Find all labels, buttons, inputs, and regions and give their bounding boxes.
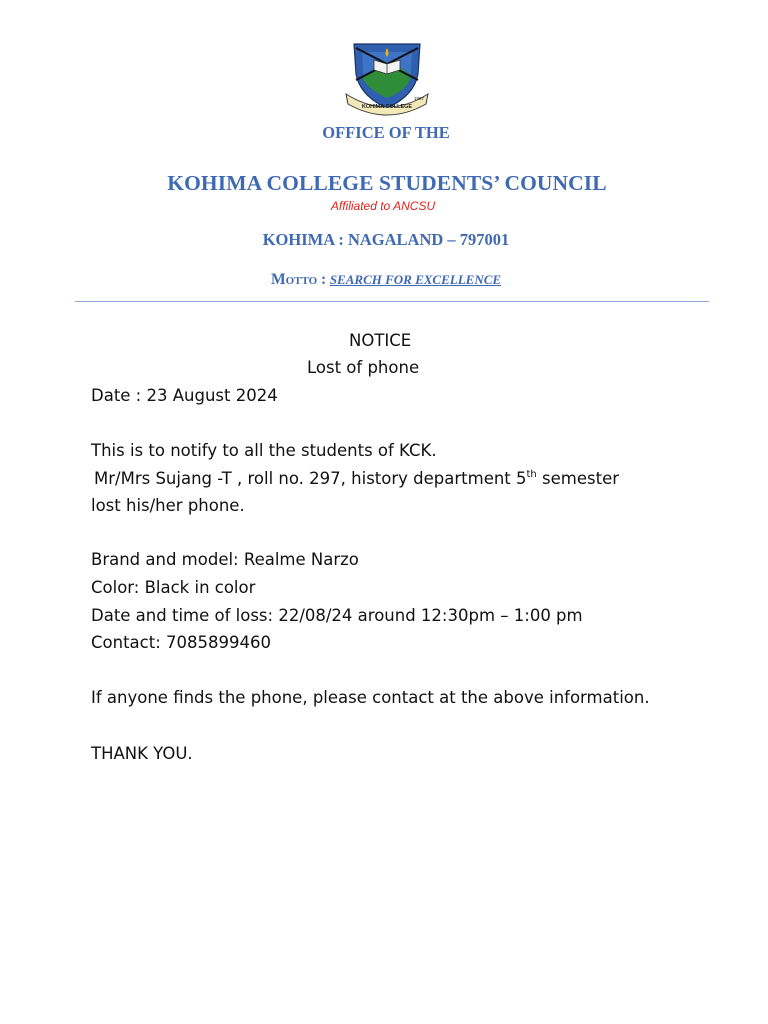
motto-label: Motto :	[270, 271, 327, 288]
details-prefix: Mr/Mrs Sujang -T , roll no. 297, history department 5	[94, 469, 527, 488]
closing-line: THANK YOU.	[91, 744, 193, 763]
letterhead-divider	[75, 301, 709, 302]
details-suffix: semester	[536, 469, 619, 488]
request-line: If anyone finds the phone, please contact at the above information.	[91, 688, 650, 707]
address-line: KOHIMA : NAGALAND – 797001	[262, 230, 510, 249]
affiliation-line: Affiliated to ANCSU	[330, 199, 436, 213]
details-superscript: th	[526, 468, 537, 480]
notice-details-line1	[94, 465, 619, 493]
notice-intro: This is to notify to all the students of KCK.	[91, 441, 437, 460]
council-name: KOHIMA COLLEGE STUDENTS’ COUNCIL	[167, 171, 607, 195]
emblem-ribbon-text: KOHIMA COLLEGE	[361, 104, 413, 110]
notice-details-line2: lost his/her phone.	[91, 496, 245, 515]
contact-line: Contact: 7085899460	[91, 633, 271, 652]
emblem-year-text: 1967	[413, 96, 425, 101]
brand-model-line: Brand and model: Realme Narzo	[91, 550, 359, 569]
office-line: OFFICE OF THE	[322, 123, 450, 142]
college-emblem	[342, 38, 432, 116]
notice-heading: NOTICE	[349, 331, 412, 350]
notice-date: Date : 23 August 2024	[91, 386, 278, 405]
color-line: Color: Black in color	[91, 578, 256, 597]
motto-line	[2, 271, 768, 289]
loss-datetime-line: Date and time of loss: 22/08/24 around 12:30pm – 1:00 pm	[91, 606, 583, 625]
motto-value: SEARCH FOR EXCELLENCE	[329, 272, 502, 287]
notice-subheading: Lost of phone	[307, 358, 420, 377]
